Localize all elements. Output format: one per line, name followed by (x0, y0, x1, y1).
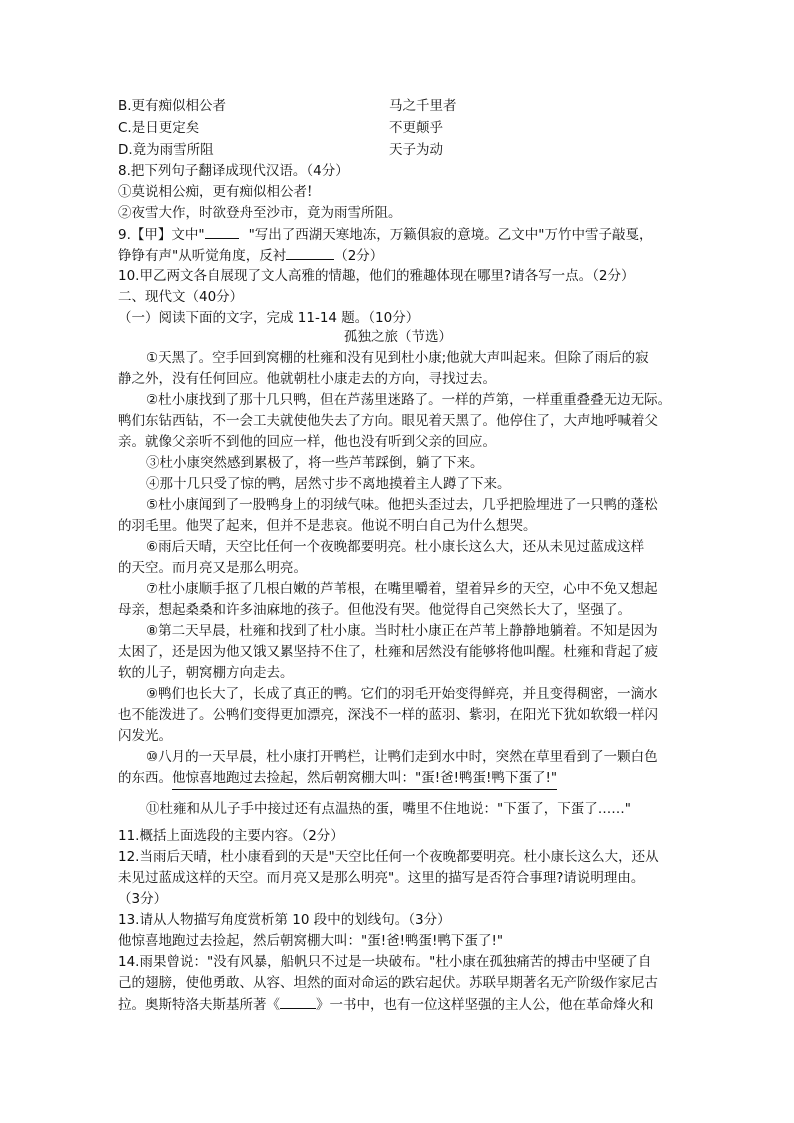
story-paragraph-1-cont: 静之外，没有任何回应。他就朝杜小康走去的方向，寻找过去。 (118, 371, 496, 387)
story-paragraph-2-cont-1: 鸭们东钻西钻，不一会工夫就使他失去了方向。眼见着天黑了。他停住了，大声地呼喊着父 (118, 413, 658, 429)
question-12-line-1: 12.当雨后天晴，杜小康看到的天是"天空比任何一个夜晚都要明亮。杜小康长这么大，还从 (118, 849, 659, 865)
question-8-sentence-1: ①莫说相公痴，更有痴似相公者! (118, 184, 313, 200)
story-paragraph-4: ④那十几只受了惊的鸭，居然寸步不离地摸着主人蹲了下来。 (146, 476, 511, 492)
story-paragraph-9-cont-2: 闪发光。 (118, 728, 172, 744)
option-b (118, 96, 678, 117)
question-13-line-2: 他惊喜地跑过去捡起，然后朝窝棚大叫："蛋!爸!鸭蛋!鸭下蛋了!" (118, 933, 504, 949)
question-8-sentence-2: ②夜雪大作，时欲登舟至沙市，竟为雨雪所阻。 (118, 205, 402, 221)
question-9-part-1: 9.【甲】文中" (118, 227, 205, 243)
story-paragraph-6-cont: 的天空。而月亮又是那么明亮。 (118, 560, 307, 576)
option-d-right: 天子为动 (389, 142, 443, 158)
question-9-blank-2 (286, 245, 334, 260)
question-10: 10.甲乙两文各自展现了文人高雅的情趣，他们的雅趣体现在哪里?请各写一点。（2分） (118, 268, 635, 284)
option-c-right: 不更颠乎 (389, 120, 443, 136)
question-8-title: 8.把下列句子翻译成现代汉语。（4分） (118, 163, 349, 179)
story-paragraph-2: ②杜小康找到了那十几只鸭，但在芦荡里迷路了。一样的芦第，一样重重叠叠无边无际。 (146, 392, 672, 408)
story-paragraph-8-cont-2: 软的儿子，朝窝棚方向走去。 (118, 665, 294, 681)
question-9-line-2 (118, 245, 678, 267)
question-14-line-3 (118, 994, 678, 1016)
story-paragraph-10-cont (118, 768, 678, 790)
question-13-line-1: 13.请从人物描写角度赏析第 10 段中的划线句。（3分） (118, 912, 451, 928)
story-paragraph-10-plain: 的东西。 (118, 770, 172, 786)
option-b-right: 马之千里者 (389, 98, 457, 114)
section-2-heading: 二、现代文（40分） (118, 289, 244, 305)
story-paragraph-8-cont-1: 太困了，还是因为他又饿又累坚持不住了，杜雍和居然没有能够将他叫醒。杜雍和背起了疲 (118, 644, 658, 660)
question-14-blank (280, 994, 316, 1009)
story-paragraph-8: ⑧第二天早晨，杜雍和找到了杜小康。当时杜小康正在芦苇上静静地躺着。不知是因为 (146, 623, 658, 639)
story-paragraph-3: ③杜小康突然感到累极了，将一些芦苇踩倒，躺了下来。 (146, 455, 484, 471)
story-paragraph-2-cont-2: 亲。就像父亲听不到他的回应一样，他也没有听到父亲的回应。 (118, 434, 496, 450)
option-d (118, 140, 678, 161)
story-title: 孤独之旅（节选） (344, 329, 452, 345)
story-paragraph-10: ⑩八月的一天早晨，杜小康打开鸭栏，让鸭们走到水中时，突然在草里看到了一颗白色 (146, 749, 658, 765)
story-paragraph-5-cont: 的羽毛里。他哭了起来，但并不是悲哀。他说不明白自己为什么想哭。 (118, 518, 537, 534)
option-c (118, 118, 678, 139)
question-14-part-a: 拉。奥斯特洛夫斯基所著《 (118, 997, 280, 1013)
story-paragraph-11: ⑪杜雍和从儿子手中接过还有点温热的蛋，嘴里不住地说："下蛋了，下蛋了……" (146, 801, 631, 817)
story-paragraph-5: ⑤杜小康闻到了一股鸭身上的羽绒气味。他把头歪过去，几乎把脸埋进了一只鸭的蓬松 (146, 497, 658, 513)
underlined-sentence: 他惊喜地跑过去捡起，然后朝窝棚大叫："蛋!爸!鸭蛋!鸭下蛋了!" (172, 768, 557, 790)
question-11: 11.概括上面选段的主要内容。（2分） (118, 828, 344, 844)
story-paragraph-7-cont: 母亲，想起桑桑和许多油麻地的孩子。但他没有哭。他觉得自己突然长大了，坚强了。 (118, 602, 631, 618)
story-paragraph-9: ⑨鸭们也长大了，长成了真正的鸭。它们的羽毛开始变得鲜亮，并且变得稠密，一滴水 (146, 686, 658, 702)
option-b-left: B.更有痴似相公者 (118, 98, 227, 114)
option-d-left: D.竟为雨雪所阻 (118, 142, 214, 158)
question-14-part-b: 》一书中，也有一位这样坚强的主人公，他在革命烽火和 (316, 997, 654, 1013)
option-c-left: C.是日更定矣 (118, 120, 200, 136)
question-12-line-2: 未见过蓝成这样的天空。而月亮又是那么明亮"。这里的描写是否符合事理?请说明理由。 (118, 870, 645, 886)
question-14-line-2: 己的翅膀，使他勇敢、从容、坦然的面对命运的跌宕起伏。苏联早期著名无产阶级作家尼古 (118, 975, 658, 991)
question-14-line-1: 14.雨果曾说："没有风暴，船帆只不过是一块破布。"杜小康在孤独痛苦的搏击中坚硬了自 (118, 954, 652, 970)
question-9-line-1 (118, 224, 678, 246)
question-9-blank-1 (205, 224, 239, 239)
question-9-part-4: （2分） (334, 248, 384, 264)
question-12-line-3: （3分） (118, 891, 168, 907)
question-9-part-2: "写出了西湖天寒地冻，万籁俱寂的意境。乙文中"万竹中雪子敲戛， (248, 227, 653, 243)
question-9-part-3: 铮铮有声"从听觉角度，反衬 (118, 248, 287, 264)
story-paragraph-6: ⑥雨后天晴，天空比任何一个夜晚都要明亮。杜小康长这么大，还从未见过蓝成这样 (146, 539, 645, 555)
story-paragraph-1: ①天黑了。空手回到窝棚的杜雍和没有见到杜小康;他就大声叫起来。但除了雨后的寂 (146, 350, 649, 366)
story-paragraph-9-cont-1: 也不能泼进了。公鸭们变得更加漂亮，深浅不一样的蓝羽、紫羽，在阳光下犹如软缎一样闪 (118, 707, 658, 723)
part-1-instruction: （一）阅读下面的文字，完成 11-14 题。（10分） (118, 310, 420, 326)
story-paragraph-7: ⑦杜小康顺手抠了几根白嫩的芦苇根，在嘴里嚼着，望着异乡的天空，心中不免又想起 (146, 581, 658, 597)
